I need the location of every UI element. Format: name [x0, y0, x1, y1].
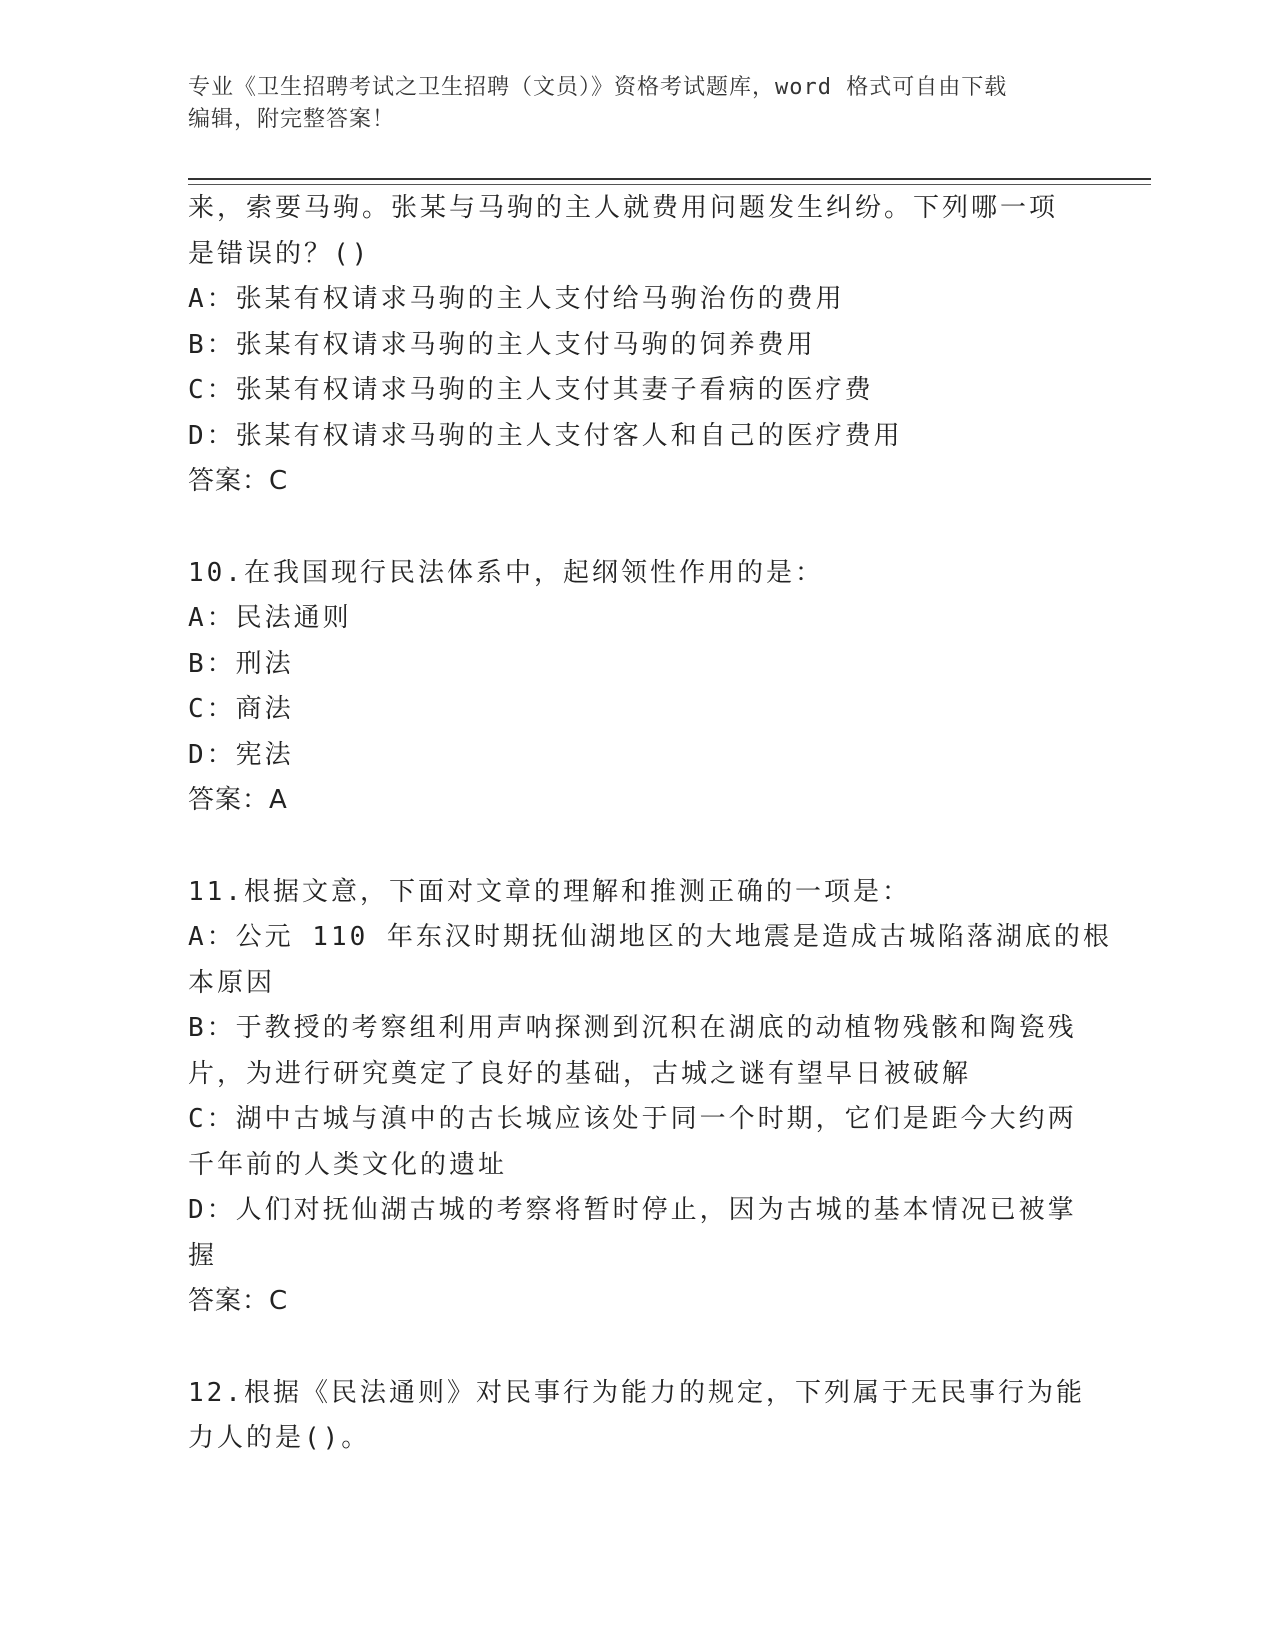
header-line: 编辑，附完整答案！ — [188, 107, 396, 132]
option-b: B：张某有权请求马驹的主人支付马驹的饲养费用 — [188, 329, 816, 360]
question-stem-line: 是错误的？() — [188, 238, 371, 269]
header-divider-thin — [188, 184, 1151, 185]
question-stem-line: 力人的是()。 — [188, 1423, 371, 1453]
option-d: D：人们对抚仙湖古城的考察将暂时停止，因为古城的基本情况已被掌 — [188, 1195, 1077, 1225]
answer: 答案：C — [188, 466, 289, 496]
header-line: 专业《卫生招聘考试之卫生招聘（文员）》资格考试题库，word 格式可自由下载 — [188, 75, 1008, 100]
option-d: D：宪法 — [188, 739, 294, 770]
option-c: C：商法 — [188, 694, 294, 724]
option-b-continued: 片，为进行研究奠定了良好的基础，古城之谜有望早日被破解 — [188, 1058, 972, 1089]
document-body — [188, 186, 1112, 1462]
option-c: C：湖中古城与滇中的古长城应该处于同一个时期，它们是距今大约两 — [188, 1104, 1077, 1134]
option-a-continued: 本原因 — [188, 967, 276, 998]
option-c-continued: 千年前的人类文化的遗址 — [188, 1149, 508, 1180]
option-b: B：刑法 — [188, 648, 294, 679]
answer: 答案：A — [188, 785, 288, 815]
option-a: A：民法通则 — [188, 603, 352, 633]
question-stem-line: 10.在我国现行民法体系中，起纲领性作用的是： — [188, 557, 824, 588]
answer: 答案：C — [188, 1286, 289, 1316]
option-a: A：张某有权请求马驹的主人支付给马驹治伤的费用 — [188, 284, 845, 314]
question-9 — [188, 186, 1088, 505]
header-divider-thick — [188, 178, 1151, 180]
option-b: B：于教授的考察组利用声呐探测到沉积在湖底的动植物残骸和陶瓷残 — [188, 1013, 1077, 1043]
question-stem-line: 12.根据《民法通则》对民事行为能力的规定，下列属于无民事行为能 — [188, 1377, 1085, 1408]
option-d: D：张某有权请求马驹的主人支付客人和自己的医疗费用 — [188, 420, 903, 451]
option-c: C：张某有权请求马驹的主人支付其妻子看病的医疗费 — [188, 375, 874, 405]
option-a: A：公元 110 年东汉时期抚仙湖地区的大地震是造成古城陷落湖底的根 — [188, 922, 1112, 952]
question-10 — [188, 551, 1088, 824]
option-d-continued: 握 — [188, 1240, 218, 1271]
document-header — [188, 72, 1088, 136]
question-12 — [188, 1371, 1088, 1462]
question-11 — [188, 870, 1112, 1325]
question-stem-line: 11.根据文意，下面对文章的理解和推测正确的一项是： — [188, 876, 911, 907]
question-stem-line: 来，索要马驹。张某与马驹的主人就费用问题发生纠纷。下列哪一项 — [188, 193, 1059, 223]
